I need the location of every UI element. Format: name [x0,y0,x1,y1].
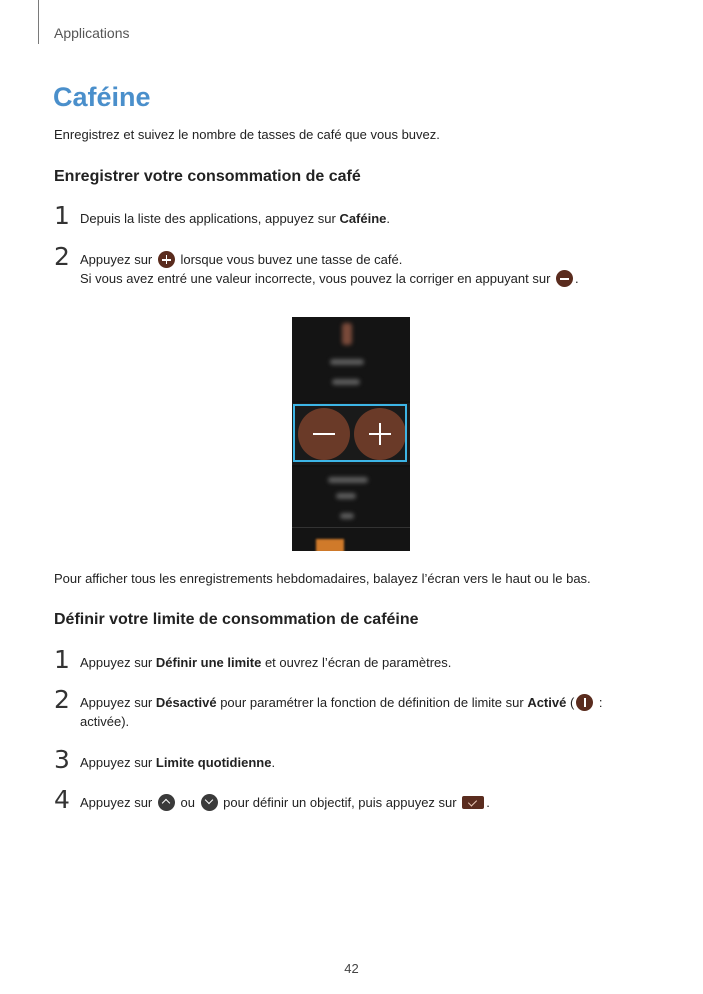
step-text: Appuyez sur Définir une limite et ouvrez l’écran de paramètres. [80,655,452,670]
blurred-text [330,359,364,365]
blurred-text [340,513,354,519]
intro-text: Enregistrez et suivez le nombre de tasses de café que vous buvez. [54,127,440,142]
blurred-count-area [292,317,410,401]
blurred-text [332,379,360,385]
divider [292,527,410,528]
plus-circle-icon [158,251,175,268]
step-number: 1 [54,201,70,230]
step-text: Appuyez sur Limite quotidienne. [80,755,276,770]
check-icon [462,796,484,809]
step-number: 4 [54,785,70,814]
step-number: 1 [54,645,70,674]
step-text: Depuis la liste des applications, appuyez sur Caféine. [80,211,391,226]
highlight-box [293,404,407,462]
page-title: Caféine [53,82,151,112]
step-number: 3 [54,745,70,774]
power-toggle-icon [576,694,593,711]
blurred-bar [316,539,344,551]
step-number: 2 [54,242,70,271]
section2-heading: Définir votre limite de consommation de caféine [54,611,419,628]
blurred-text [328,477,368,483]
step-text: Appuyez sur lorsque vous buvez une tasse de café. Si vous avez entré une valeur incorrecte, vous pouvez la corriger en appuyant sur . [80,252,579,286]
step-text: Appuyez sur Désactivé pour paramétrer la fonction de définition de limite sur Activé ( : activée). [80,695,603,729]
blurred-number [342,323,352,345]
minus-circle-icon [556,270,573,287]
swipe-note: Pour afficher tous les enregistrements hebdomadaires, balayez l’écran vers le haut ou le bas. [54,571,591,586]
page-number: 42 [344,961,359,976]
step-number: 2 [54,685,70,714]
blurred-text [336,493,356,499]
step-text: Appuyez sur ou pour définir un objectif, puis appuyez sur . [80,795,490,810]
chevron-up-icon [158,794,175,811]
header-rule [38,0,39,44]
section1-heading: Enregistrer votre consommation de café [54,168,361,185]
section-header: Applications [54,25,130,41]
chevron-down-icon [201,794,218,811]
blurred-history-area [292,467,410,551]
